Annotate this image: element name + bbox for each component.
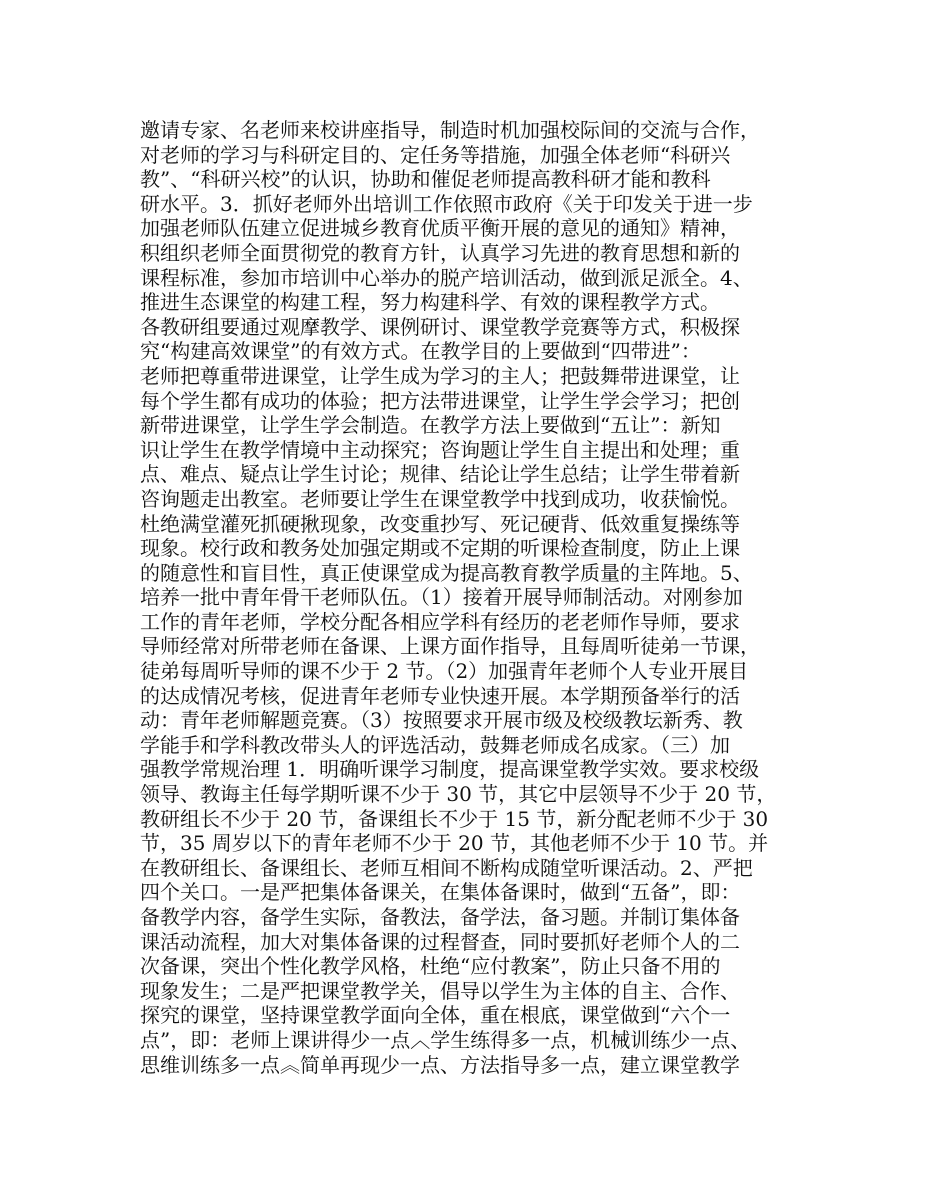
text-line: 培养一批中青年骨干老师队伍。（1）接着开展导师制活动。对刚参加 [140, 585, 743, 610]
text-line: 强教学常规治理 1．明确听课学习制度，提高课堂教学实效。要求校级 [140, 757, 760, 782]
text-line: 备教学内容，备学生实际，备教法，备学法，备习题。并制订集体备 [140, 905, 740, 929]
text-line: 加强老师队伍建立促进城乡教育优质平衡开展的意见的通知》精神， [140, 216, 740, 241]
text-line: 研水平。3．抓好老师外出培训工作依照市政府《关于印发关于进一步 [140, 191, 753, 216]
text-line: 邀请专家、名老师来校讲座指导，制造时机加强校际间的交流与合作， [140, 118, 760, 142]
text-line: 杜绝满堂灌死抓硬揪现象，改变重抄写、死记硬背、低效重复操练等 [140, 511, 740, 536]
text-line: 每个学生都有成功的体验；把方法带进课堂，让学生学会学习；把创 [140, 388, 740, 413]
text-line: 思维训练多一点︽简单再现少一点、方法指导多一点，建立课堂教学 [140, 1052, 740, 1077]
text-line: 四个关口。一是严把集体备课关，在集体备课时，做到“五备”，即： [140, 880, 741, 905]
text-line: 教研组长不少于 20 节，备课组长不少于 15 节，新分配老师不少于 30 [140, 806, 769, 831]
text-line: 推进生态课堂的构建工程，努力构建科学、有效的课程教学方式。 [140, 290, 720, 315]
text-line: 点、难点、疑点让学生讨论；规律、结论让学生总结；让学生带着新 [140, 462, 740, 487]
text-line: 课活动流程，加大对集体备课的过程督查，同时要抓好老师个人的二 [140, 929, 740, 954]
document-body [140, 118, 830, 1077]
text-line: 对老师的学习与科研定目的、定任务等措施，加强全体老师“科研兴 [140, 142, 731, 167]
text-line: 徒弟每周听导师的课不少于 2 节。（2）加强青年老师个人专业开展目 [140, 659, 749, 684]
text-line: 学能手和学科教改带头人的评选活动，鼓舞老师成名成家。（三）加 [140, 732, 730, 757]
text-line: 现象发生；二是严把课堂教学关，倡导以学生为主体的自主、合作、 [140, 978, 740, 1003]
text-line: 在教研组长、备课组长、老师互相间不断构成随堂听课活动。2、严把 [140, 855, 753, 880]
text-line: 教”、“科研兴校”的认识，协助和催促老师提高教科研才能和教科 [140, 167, 711, 192]
text-line: 次备课，突出个性化教学风格，杜绝“应付教案”，防止只备不用的 [140, 954, 721, 979]
text-line: 领导、教诲主任每学期听课不少于 30 节，其它中层领导不少于 20 节， [140, 782, 777, 807]
text-line: 点”，即：老师上课讲得少一点︿学生练得多一点，机械训练少一点、 [140, 1027, 751, 1052]
text-line: 探究的课堂，坚持课堂教学面向全体，重在根底，课堂做到“六个一 [140, 1003, 731, 1028]
text-line: 导师经常对所带老师在备课、上课方面作指导，且每周听徒弟一节课， [140, 634, 760, 659]
text-line: 老师把尊重带进课堂，让学生成为学习的主人；把鼓舞带进课堂，让 [140, 363, 740, 388]
text-line: 动：青年老师解题竞赛。（3）按照要求开展市级及校级教坛新秀、教 [140, 708, 743, 733]
text-line: 工作的青年老师，学校分配各相应学科有经历的老老师作导师，要求 [140, 609, 740, 634]
text-line: 识让学生在教学情境中主动探究；咨询题让学生自主提出和处理；重 [140, 437, 740, 462]
text-line: 积组织老师全面贯彻党的教育方针，认真学习先进的教育思想和新的 [140, 240, 740, 265]
text-line: 节，35 周岁以下的青年老师不少于 20 节，其他老师不少于 10 节。并 [140, 831, 769, 856]
text-line: 究“构建高效课堂”的有效方式。在教学目的上要做到“四带进”： [140, 339, 701, 364]
text-line: 咨询题走出教室。老师要让学生在课堂教学中找到成功，收获愉悦。 [140, 486, 740, 511]
text-line: 新带进课堂，让学生学会制造。在教学方法上要做到“五让”：新知 [140, 413, 721, 438]
text-line: 各教研组要通过观摩教学、课例研讨、课堂教学竞赛等方式，积极探 [140, 314, 740, 339]
text-line: 的随意性和盲目性，真正使课堂成为提高教育教学质量的主阵地。5、 [140, 560, 753, 585]
text-line: 现象。校行政和教务处加强定期或不定期的听课检查制度，防止上课 [140, 536, 740, 561]
text-line: 课程标准，参加市培训中心举办的脱产培训活动，做到派足派全。4、 [140, 265, 753, 290]
text-line: 的达成情况考核，促进青年老师专业快速开展。本学期预备举行的活 [140, 683, 740, 708]
